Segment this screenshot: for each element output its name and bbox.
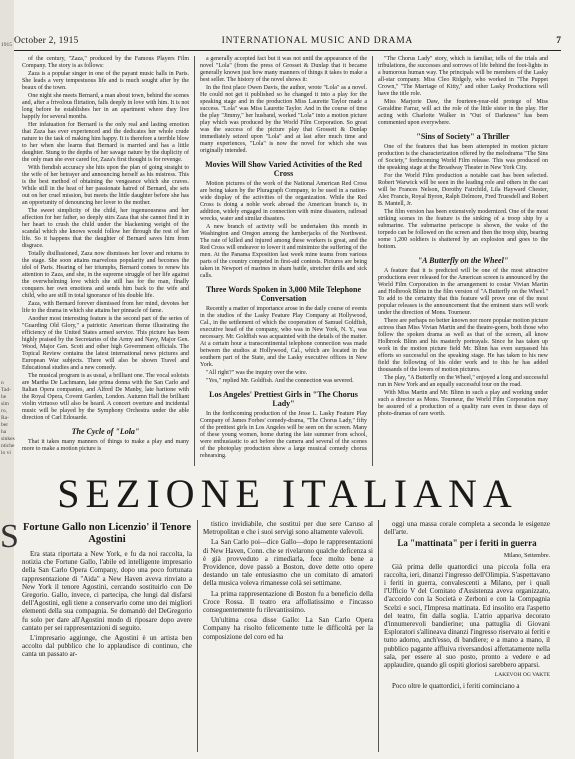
column-divider [378, 520, 379, 752]
paragraph: La San Carlo poi—dice Gallo—dopo le rappresentazioni di New Haven, Conn. che se rivelarono qualche deficenza si è già provveduto a rimediarla, fece molto bene a Providence, dove passò a Boston, dove dette otto opere destando un tale entusiasmo che un comitato di amatori della musica voleva rimanesse colà sei settimane. [203, 538, 373, 588]
paragraph: Totally disillusioned, Zaza now dismisses her lover and returns to the stage. She soon attains marvelous popularity and becomes the idol of Paris. Hearing of her triumphs, Bernard comes to renew his attention to Zaza, and she, in the supreme struggle of her life against the overwhelming love which she still has for the man, finally conquers her own emotions and sends him back to the wife and child, who are still in total ignorance of his double life. [22, 251, 189, 299]
paragraph: With Miss Martin and Mr. Blinn in such a play and working under such a director as Mons. Tourneur, the World Film Corporation may be assured of a production of a quality rare even in these days of photo-dramas of rare worth. [378, 390, 548, 417]
paragraph: Era stata riportata a New York, e fu da noi raccolta, la notizia che Fortune Gallo, l'abile ed intelligente impresario della San Carlo Opera Company, dopo una poco fortunata rappresentazione di "Aida" a New Haven aveva rinviato a New York il tenore Agostini, cercando sostituirlo con De Gregorio. Gallo, invece, ci partecipa, che lungi dal disfarsi dell'Agostini, egli tiene a conservarlo come uno dei migliori elementi della sua compagnia. Se domandò del DeGregorio fu solo per dare all'Agostini modo di riposare dopo avere cantato per sei rappresentazioni di seguito. [22, 550, 192, 632]
gutter-fragment: n Tad- he sim ro, Ra- ber ha sinkes ntiche lo vi [1, 380, 15, 456]
gutter-letter: S [0, 518, 19, 555]
paragraph: The sweet simplicity of the child, her ingenuousness and her affection for her father, so deeply stirs Zaza that she cannot find it in her heart to crush the child under the blackening weight of the scandal which she knows would follow her through the rest of her life. So it happens that the daughter of Bernard saves him from disgrace. [22, 208, 189, 249]
article-heading: "A Butterfly on the Wheel" [417, 256, 509, 265]
article-heading: Fortune Gallo non Licenzio' il Tenore Agostini [22, 522, 192, 545]
paragraph: One night she meets Bernard, a man about town, behind the scenes and, after a frivolous flirtation, falls deeply in love with him. It is not long before he establishes her in an apartment where they live happily for several months. [22, 93, 189, 120]
paragraph: Zaza, with Bernard forever dismissed from her mind, devotes her life to the drama in which she attains her pinnacle of fame. [22, 301, 189, 314]
paragraph: A feature that it is predicted will be one of the most attractive productions ever released for the American screen is announced by the World Film Corporation in the arrangement to costar Vivian Martin and Holbrook Blinn in the film version of "A Butterfly on the Wheel." To add to the certainty that this feature will prove one of the most popular releases is the announcement that the eminent stars will work under the direction of Mons. Tourneur. [378, 268, 548, 316]
article-heading: Three Words Spoken in 3,000 Mile Telephone Conversation [205, 285, 362, 303]
paragraph: Un'ultima cosa disse Gallo: La San Carlo Opera Company ha risolto felicemente tutte le difficoltà per la composizione del coro ed ha [203, 616, 373, 641]
article-heading: "Sins of Society" a Thriller [416, 132, 510, 141]
paragraph: The play, "A Butterfly on the Wheel," enjoyed a long and successful run in New York and an equally successful tour on the road. [378, 375, 548, 388]
paragraph: The musical program is as usual, a brilliant one. The vocal soloists are Martha De Lachmann, late prima donna with the San Carlo and Italian Opera companies, and Alfred De Manby, late baritone with the Royal Opera, Covent Garden, London. Autumn Hall the brilliant violin virtuoso will also be heard. A concert overture and incidental music will be played by the Symphony Orchestra under the able direction of Carl Edouarde. [22, 373, 189, 421]
column-divider [197, 520, 198, 752]
paragraph: Poco oltre le quattordici, i feriti cominciano a [392, 682, 520, 691]
left-gutter [0, 0, 19, 759]
signature: LAKEVOH OG VAKTE [494, 672, 550, 679]
paragraph: The film version has been extensively modernized. One of the most striking scenes in the feature is the sinking of a troop ship by a submarine. The submarine periscope is shown, the wake of the torpedo can be followed on the screen and then the troop ship, bearing some 1,200 soldiers is shattered by an explosion and goes to the bottom. [378, 209, 548, 250]
italian-column-2 [203, 520, 373, 752]
paragraph: Già prima delle quattordici una piccola folla era raccolta, ieri, dinanzi l'ingresso dell'Olimpia. S'aspettavano i feriti in guerra, convalescenti a Milano, per i quali l'Ufficio V del Comitato d'Assistenza aveva organizzato, d'accordo con la Società e Zerboni e con la Compagnia Scelzi e soci, l'Impresa mattinata. Ed insolito era l'aspetto del teatro, fin dalla soglia. L'atrio appariva decorato d'innumerevoli bandierine; una pattuglia di Giovani Esploratori s'allineava dinanzi l'ingresso riservato ai feriti e tutto adorno, anch'esso, di bandiere; e a mano a mano, il pubblico pagante affluiva riversandosi affettatamente nella sala, per essere al suo posto, pronto a vedere e ad applaudire, quando gli ospiti gloriosi sarebbero apparsi. [384, 562, 550, 670]
paragraph: In the first place Owen Davis, the author, wrote "Lola" as a novel. He could not get it published so he changed it into a play for the speaking stage and in the production Miss Laurette Taylor made a success. "Lola" was Miss Laurette Taylor. And in the course of time the play "Jimmy," her husband, worked "Lola" into a motion picture play which was produced by the World Film Corporation. So great was the success of the picture play that Grossett & Dunlap immediately seized upon "Lola" and at last after much time and many experiences, "Lola" is now the novel for which she was originally intended. [200, 85, 367, 154]
section-banner: SEZIONE ITALIANA [57, 471, 518, 516]
paragraph: One of the features that has been attempted in motion picture production is the characterization offered by the melodrama "The Sins of Society," forthcoming World Film release. This was produced on the speaking stage at the Broadway Theater in New York City. [378, 144, 548, 171]
paragraph: A new branch of activity will be undertaken this month in Washington and Oregon among the lumberjacks of the Northwest. The rate of killed and injured among these workers is great, and the Red Cross will endeavor to lower it and minimize the suffering of the men. At the Panama Exposition last week mine teams from various parts of the country competed in first-aid contests. Pictures are being taken in Newport of marines in sham battle, stretcher drills and sick calls. [200, 224, 367, 279]
header-rule [14, 50, 561, 51]
paragraph: tistico invidiabile, che sostitui per due sere Caruso al Metropolitan e che i suoi servigi sono altamente valevoli. [203, 520, 373, 537]
article-heading: Los Angeles' Prettiest Girls in "The Chorus Lady" [209, 390, 358, 408]
paragraph: of the century, "Zaza," produced by the Famous Players Film Company. The story is as follows: [22, 56, 189, 69]
page-header [14, 34, 561, 48]
paragraph: In the forthcoming production of the Jesse L. Lasky Feature Play Company of James Forbes' comedy-drama, "The Chorus Lady," fifty of the prettiest girls in Los Angeles will be seen on the screen. Many of these young women, home during the late summer from school, were enthusiastic to act before the camera and several of the scenes of the photoplay production show a large musical comedy chorus rehearsing. [200, 411, 367, 459]
paragraph: With fiendish accuracy she hits upon the plan of going straight to the wife of her betrayer and announcing herself as his mistress. This is the best method of obtaining the vengeance which she craves. While still in the heat of her passionate hatred of Bernard, she sets out on her cruel mission, but meets the little daughter before she has an opportunity of denouncing her lover to the mother. [22, 165, 189, 206]
issue-date: October 2, 1915 [14, 36, 79, 46]
paragraph: Another most interesting feature is the second part of the series of "Guarding Old Glory," a patriotic American theme illustrating the efficiency of the United States armed service. This picture has been highly praised by the Secretaries of the Army and Navy, Major Gen. Wood, Major Gen. Scott and other high Government officials. The Topical Review contains the latest international news pictures and European War subjects. There will also be shown Travel and Educational studies and a new comedy. [22, 316, 189, 371]
paragraph: Her infatuation for Bernard is the only real and lasting emotion that Zaza has ever experienced and the dedicates her whole crude nature to the task of making him happy. It is therefore a terrible blow to her when she learns that Bernard is married and has a little daughter. Stung to the depths of her savage nature by the duplicity of the only man she ever cared for, Zaza's first thought is for revenge. [22, 122, 189, 163]
paragraph: "The Chorus Lady" story, which is familiar, tells of the trials and tribulations, the successes and sorrows of life behind the foot-lights in a humorous human way. The principals will be members of the Lasky all-star company. Miss Cleo Ridgely, who worked in "The Puppet Crown," "The Marriage of Kitty," and other Lasky Productions will have the title role. [378, 56, 548, 97]
publication-title: INTERNATIONAL MUSIC AND DRAMA [221, 36, 414, 46]
column-divider [372, 56, 373, 466]
column-divider [194, 56, 195, 466]
italian-column-1 [22, 520, 192, 752]
column-2 [200, 56, 367, 470]
page-number: 7 [556, 36, 561, 46]
paragraph: Zaza is a popular singer in one of the payant music halls in Paris. She leads a very tempestuous life and is much sought after by the beaux of the town. [22, 71, 189, 91]
article-heading: The Cycle of "Lola" [71, 427, 140, 436]
gutter-mark: 1915 [1, 42, 12, 48]
paragraph: La prima rappresentazione di Boston fu a beneficio della Croce Rossa. Il teatro era affollatissimo e l'incasso conseguentemente fu rilevantissimo. [203, 589, 373, 615]
dateline: Milano, Settembre. [503, 553, 550, 560]
paragraph: oggi una massa corale completa a seconda le esigenze dell'arte. [384, 520, 550, 537]
paragraph: There are perhaps no better known nor more popular motion picture actress than Miss Vivian Martin and the theatre-goers, both those who follow the spoken drama as well as that of the screen, all know Holbrook Blinn and his masterly portrayals. Since he has taken up work in the motion picture field Mr. Blinn has even surpassed his efforts so successful on the speaking stage. He has taken to his new field the following of his older work and to this he has added thousands of the lovers of motion pictures. [378, 318, 548, 373]
paragraph: Recently a matter of importance arose in the daily course of events in the studios of the Lasky Feature Play Company at Hollywood, Cal., in the settlement of which the cooperation of Samuel Goldfish, executive head of the company, who was in New York, N. Y., was necessary. Mr. Goldfish was acquainted with the details of the matter. At a certain hour a transcontinental telephone connection was made between the studios at Hollywood, Cal., which are located in the southern part of the State, and the Lasky executive offices in New York. [200, 306, 367, 368]
italian-column-3 [384, 520, 550, 752]
paragraph: L'impresario aggiunge, che Agostini è un artista ben accolto dal pubblico che lo applaudisce di continuo, che canta un passato ar- [22, 634, 192, 659]
article-heading: Movies Will Show Varied Activities of the Red Cross [205, 160, 362, 178]
paragraph: "All right?" was the inquiry over the wire. [206, 370, 308, 376]
paragraph: For the World Film production a notable cast has been selected. Robert Warwick will be seen in the leading role and others in the cast will be Frances Nelson, Dorothy Fairchild, Lila Hayward Chester, Alec Francis, Royal Byron, Ralph Delmore, Fred Truesdell and Robert B. Mantell, Jr. [378, 173, 548, 207]
article-heading: La "mattinata" per i feriti in guerra [397, 538, 537, 549]
column-1 [22, 56, 189, 470]
paragraph: "Yes," replied Mr. Goldfish. And the connection was severed. [206, 378, 354, 384]
column-3 [378, 56, 548, 470]
paragraph: a generally accepted fact but it was not until the appearance of the novel "Lola" (from the press of Grosset & Dunlap that it became generally known just how many manners of things it takes to make a best seller. The history of the novel shows it: [200, 56, 367, 83]
paragraph: Miss Marjorie Daw, the fourteen-year-old protege of Miss Geraldine Farrar, will act the role of the little sister in the play. Her acting with Charlotte Walker in "Out of Darkness" has been commented upon everywhere. [378, 99, 548, 126]
paragraph: Motion pictures of the work of the National American Red Cross are being taken by the Pluragraph Company, to be used in a nation-wide display of the activities of the organization. While the Red Cross is doing a noble work abroad the American branch is, in addition, widely engaged in connection with mine disasters, railroad wrecks, water and similar disasters. [200, 181, 367, 222]
paragraph: That it takes many manners of things to make a play and many more to make a motion picture is [22, 439, 189, 452]
